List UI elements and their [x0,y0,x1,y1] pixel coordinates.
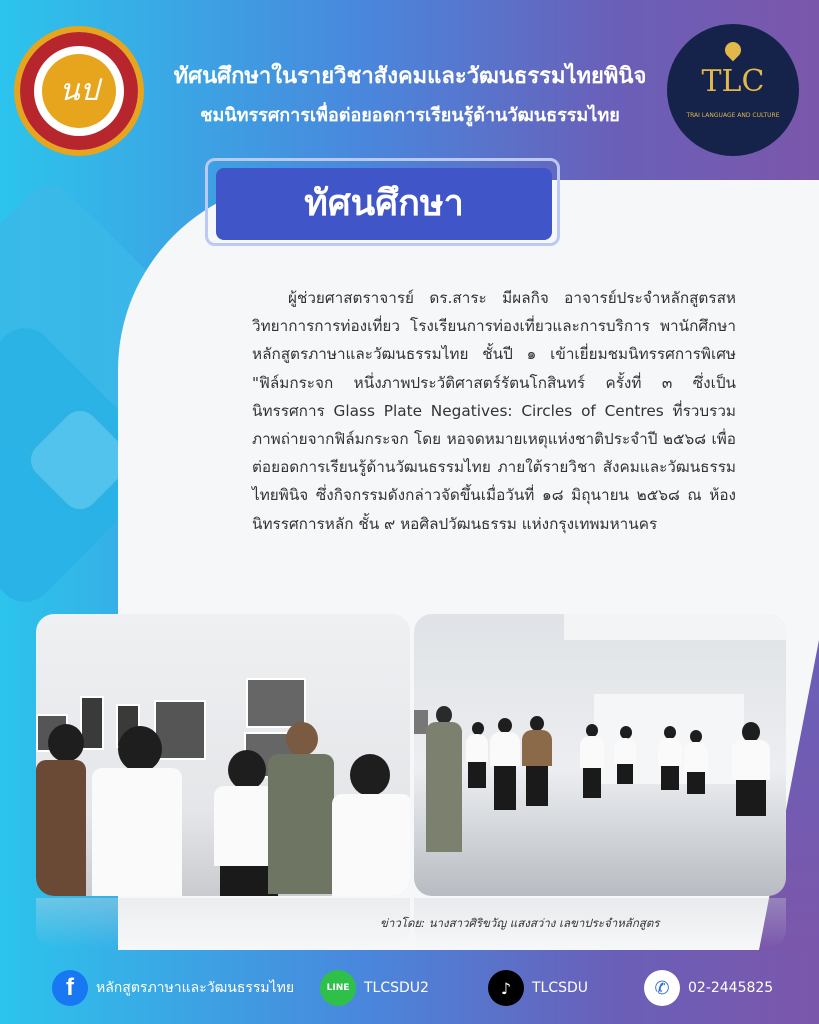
line-icon: LINE [320,970,356,1006]
program-logo [667,24,799,156]
logo-monogram: นป [42,54,116,128]
program-logo-monogram: TLC [701,64,765,99]
phone-label: 02-2445825 [688,980,774,996]
footer [0,950,819,1024]
footer-tiktok[interactable] [488,970,588,1006]
photo-reflection [36,898,410,948]
category-tag: ทัศนศึกษา [216,168,552,240]
facebook-label: หลักสูตรภาษาและวัฒนธรรมไทย [96,980,295,996]
news-credit: ข่าวโดย: นางสาวศิริขวัญ แสงสว่าง เลขาประจำหลักสูตร [380,916,660,930]
photo-exhibition-closeup [36,614,410,896]
photo-exhibition-hall [414,614,786,896]
tiktok-label: TLCSDU [532,980,589,996]
line-label: TLCSDU2 [364,980,429,996]
footer-phone[interactable] [644,970,773,1006]
tiktok-icon: ♪ [488,970,524,1006]
program-logo-caption: TRAI LANGUAGE AND CULTURE [686,112,780,119]
page-subtitle: ชมนิทรรศการเพื่อต่อยอดการเรียนรู้ด้านวัฒนธรรมไทย [200,105,620,126]
page-title: ทัศนศึกษาในรายวิชาสังคมและวัฒนธรรมไทยพินิจ [173,64,647,89]
facebook-icon: f [52,970,88,1006]
lotus-icon [722,39,745,62]
article-body [252,284,736,538]
phone-icon: ✆ [644,970,680,1006]
footer-facebook[interactable] [52,970,294,1006]
faculty-logo [14,26,144,156]
article-paragraph: ผู้ช่วยศาสตราจารย์ ดร.สาระ มีผลกิจ อาจารย์ประจำหลักสูตรสหวิทยาการการท่องเที่ยว โรงเรียนการท่องเที่ยวและการบริการ พานักศึกษาหลักสูตรภาษาและวัฒนธรรมไทย ชั้นปี ๑ เข้าเยี่ยมชมนิทรรศการพิเศษ "ฟิล์มกระจก หนึ่งภาพประวัติศาสตร์รัตนโกสินทร์ ครั้งที่ ๓ ซึ่งเป็นนิทรรศการ Glass Plate Negatives: Circles of Centres ที่รวบรวมภาพถ่ายจากฟิล์มกระจก โดย หอจดหมายเหตุแห่งชาติประจำปี ๒๕๖๘ เพื่อต่อยอดการเรียนรู้ด้านวัฒนธรรมไทย ภายใต้รายวิชา สังคมและวัฒนธรรมไทยพินิจ ซึ่งกิจกรรมดังกล่าวจัดขึ้นเมื่อวันที่ ๑๘ มิถุนายน ๒๕๖๘ ณ ห้องนิทรรศการหลัก ชั้น ๙ หอศิลปวัฒนธรรม แห่งกรุงเทพมหานคร [252,289,736,533]
footer-line[interactable] [320,970,429,1006]
